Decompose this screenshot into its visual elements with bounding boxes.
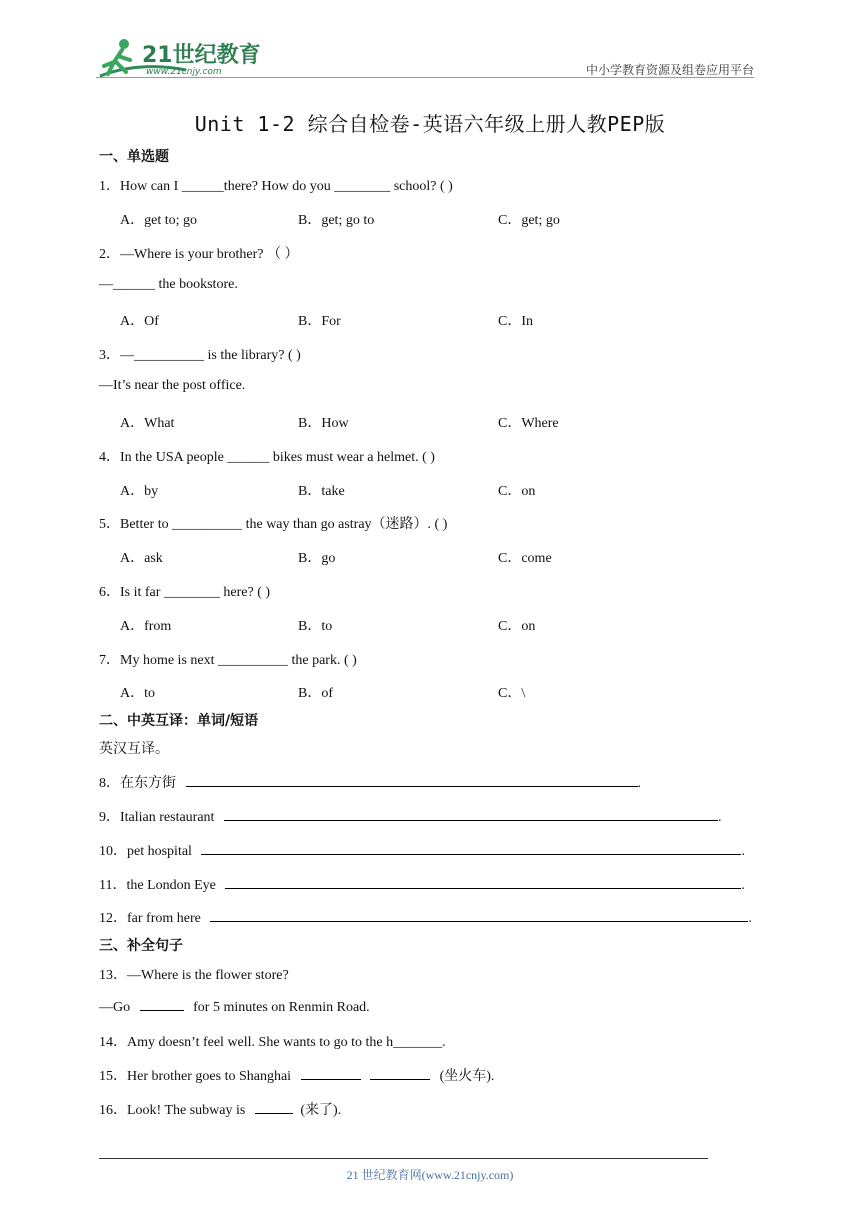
question-11-text: 11．the London Eye	[99, 878, 216, 893]
header-platform-text: 中小学教育资源及组卷应用平台	[585, 63, 754, 77]
q13-prefix: —Go	[99, 1000, 131, 1015]
q3-option-a: A．What	[120, 416, 175, 431]
q5-option-b: B．go	[298, 551, 336, 566]
footer-divider	[99, 1158, 708, 1159]
question-10-text: 10．pet hospital	[99, 844, 192, 859]
period: .	[717, 810, 722, 825]
answer-blank[interactable]	[186, 774, 638, 787]
question-11	[99, 874, 745, 894]
question-6: 6．Is it far ________ here? ( )	[99, 585, 271, 600]
q3-option-b: B．How	[298, 416, 349, 431]
answer-blank[interactable]	[140, 998, 184, 1011]
q6-option-b: B．to	[298, 619, 333, 634]
question-5: 5．Better to __________ the way than go astray（迷路）. ( )	[99, 517, 448, 532]
q15-hint: (坐火车).	[439, 1069, 495, 1084]
page-title: Unit 1-2 综合自检卷-英语六年级上册人教PEP版	[194, 112, 666, 136]
q16-hint: (来了).	[300, 1103, 342, 1118]
q3-option-c: C．Where	[498, 416, 559, 431]
period: .	[741, 878, 745, 893]
logo-text: 21世纪教育	[142, 43, 261, 68]
question-3: 3．—__________ is the library? ( )	[99, 348, 301, 363]
section-2-instruction: 英汉互译。	[99, 742, 169, 757]
q7-option-a: A．to	[120, 686, 155, 701]
answer-blank[interactable]	[301, 1067, 361, 1080]
q7-option-b: B．of	[298, 686, 333, 701]
q2-option-b: B．For	[298, 314, 341, 329]
answer-blank[interactable]	[370, 1067, 430, 1080]
q6-option-a: A．from	[120, 619, 172, 634]
q4-option-c: C．on	[498, 484, 536, 499]
question-4: 4．In the USA people ______ bikes must wear a helmet. ( )	[99, 450, 435, 465]
section-heading-3: 三、补全句子	[99, 938, 183, 954]
logo-url: www.21cnjy.com	[146, 67, 222, 77]
answer-blank[interactable]	[210, 909, 748, 922]
period: .	[637, 776, 641, 791]
q5-option-a: A．ask	[120, 551, 163, 566]
answer-blank[interactable]	[225, 876, 741, 889]
q6-option-c: C．on	[498, 619, 536, 634]
question-12	[99, 907, 752, 927]
answer-blank[interactable]	[201, 842, 741, 855]
q4-option-a: A．by	[120, 484, 159, 499]
question-15	[99, 1065, 494, 1085]
q4-option-b: B．take	[298, 484, 345, 499]
q1-option-a: A．get to; go	[120, 213, 197, 228]
question-10	[99, 840, 745, 860]
question-2-line2: —______ the bookstore.	[99, 277, 238, 292]
question-7: 7．My home is next __________ the park. ( )	[99, 653, 357, 668]
question-14: 14．Amy doesn’t feel well. She wants to go to the h_______.	[99, 1035, 446, 1050]
answer-blank[interactable]	[224, 808, 718, 821]
q13-suffix: for 5 minutes on Renmin Road.	[193, 1000, 370, 1015]
period: .	[741, 844, 745, 859]
question-3-line2: —It’s near the post office.	[99, 378, 246, 393]
q2-option-a: A．Of	[120, 314, 159, 329]
question-1: 1．How can I ______there? How do you ________ school? ( )	[99, 179, 453, 194]
q7-option-c: C．\	[498, 686, 526, 701]
question-9-text: 9．Italian restaurant	[99, 810, 215, 825]
question-13: 13．—Where is the flower store?	[99, 968, 289, 983]
question-9	[99, 806, 721, 826]
question-13-line2	[99, 998, 370, 1016]
q15-text: 15．Her brother goes to Shanghai	[99, 1069, 292, 1084]
q2-option-c: C．In	[498, 314, 533, 329]
question-2: 2．—Where is your brother? （ ）	[99, 247, 299, 262]
header-divider	[96, 77, 754, 78]
q16-text: 16．Look! The subway is	[99, 1103, 246, 1118]
question-8	[99, 772, 641, 792]
question-8-text: 8．在东方街	[99, 776, 176, 791]
section-heading-2: 二、中英互译：单词/短语	[99, 713, 259, 729]
period: .	[748, 911, 752, 926]
site-logo	[96, 36, 266, 82]
question-16	[99, 1099, 341, 1119]
answer-blank[interactable]	[255, 1101, 293, 1114]
q5-option-c: C．come	[498, 551, 552, 566]
q1-option-c: C．get; go	[498, 213, 560, 228]
runner-logo-icon	[96, 36, 266, 82]
q1-option-b: B．get; go to	[298, 213, 375, 228]
footer-link[interactable]: 21 世纪教育网(www.21cnjy.com)	[346, 1168, 514, 1182]
question-12-text: 12．far from here	[99, 911, 201, 926]
section-heading-1: 一、单选题	[99, 149, 169, 165]
